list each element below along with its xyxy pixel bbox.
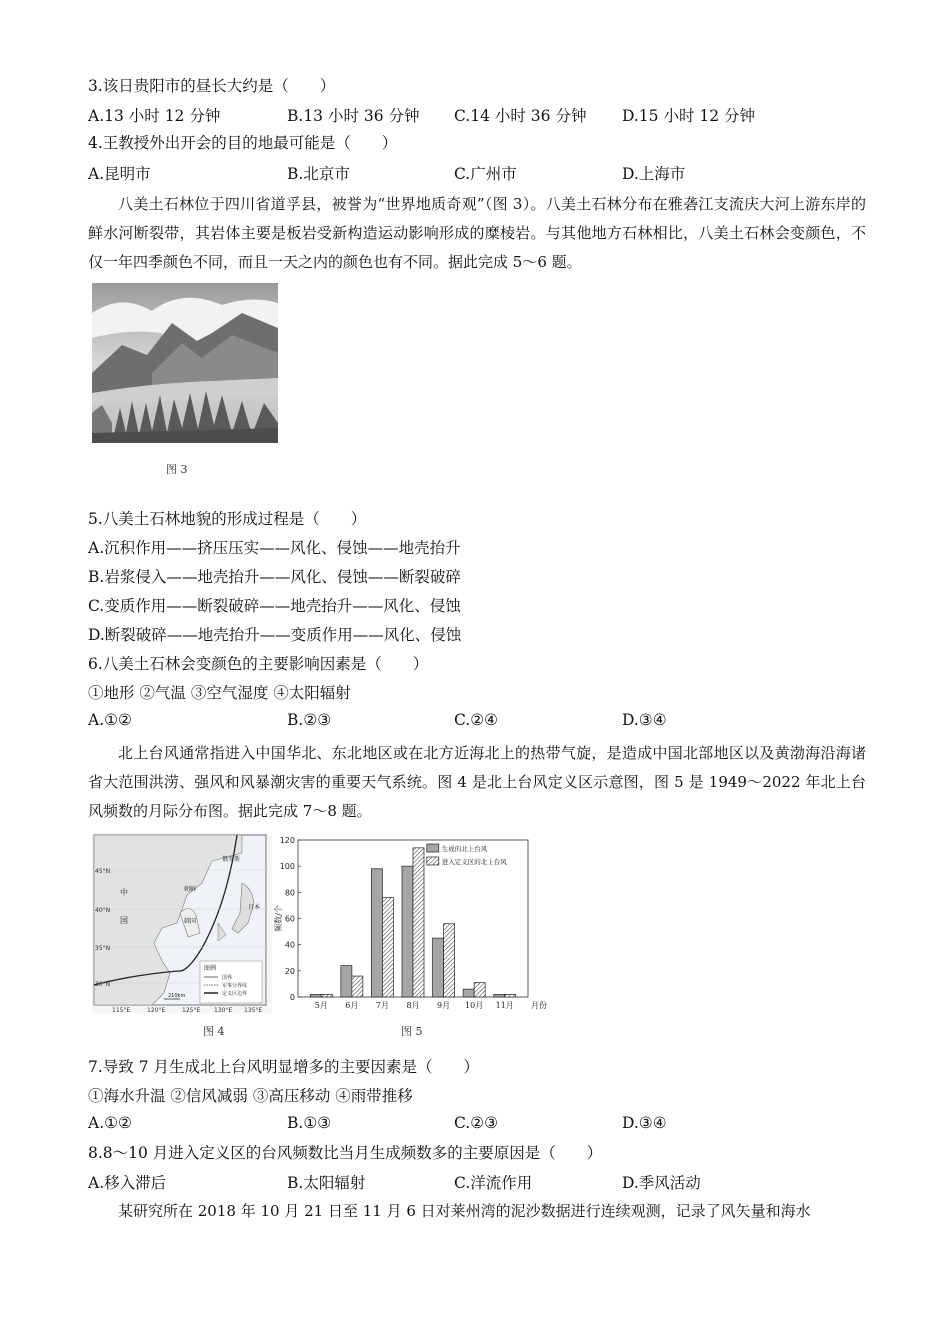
typhoon-frequency-chart <box>270 832 555 1017</box>
x-tick-label: 5月 <box>314 1001 328 1010</box>
q7-option-b: B.①③ <box>287 1114 332 1132</box>
y-tick-label: 40 <box>284 940 295 950</box>
shilin-photo <box>92 283 278 443</box>
q5-option-b: B.岩浆侵入——地壳抬升——风化、侵蚀——断裂破碎 <box>88 568 461 586</box>
q3-stem: 3.该日贵阳市的昼长大约是（ ） <box>88 77 336 95</box>
q3-option-d: D.15 小时 12 分钟 <box>622 107 756 125</box>
q8-options <box>88 1171 848 1193</box>
place-label: 朝鲜 <box>184 886 197 893</box>
q7-options <box>88 1114 848 1136</box>
q4-option-d: D.上海市 <box>622 165 686 183</box>
q7-stem: 7.导致 7 月生成北上台风明显增多的主要因素是（ ） <box>88 1058 480 1076</box>
bar-entered <box>474 983 485 997</box>
q5-option-c: C.变质作用——断裂破碎——地壳抬升——风化、侵蚀 <box>88 597 461 615</box>
fig4-caption: 图 4 <box>203 1025 225 1038</box>
bar-entered <box>382 898 393 997</box>
passage-laizhou <box>88 1197 866 1226</box>
q7-option-c: C.②③ <box>454 1114 499 1132</box>
q7-option-a: A.①② <box>88 1114 132 1132</box>
lon-label: 115°E <box>112 1007 131 1013</box>
q8-option-a: A.移入滞后 <box>88 1174 167 1192</box>
place-label: 俄罗斯 <box>222 856 241 863</box>
lon-label: 130°E <box>214 1007 233 1013</box>
lat-label: 45°N <box>95 868 111 875</box>
passage-typhoon <box>88 739 866 826</box>
q3-option-a: A.13 小时 12 分钟 <box>88 107 221 125</box>
x-axis-label: 月份 <box>531 1001 547 1010</box>
q7-factors: ①海水升温 ②信风减弱 ③高压移动 ④雨带推移 <box>88 1087 413 1105</box>
q6-factors: ①地形 ②气温 ③空气湿度 ④太阳辐射 <box>88 684 351 702</box>
lon-label: 135°E <box>244 1007 263 1013</box>
x-tick-label: 7月 <box>375 1001 389 1010</box>
x-tick-label: 8月 <box>406 1001 420 1010</box>
legend-label: 生成的北上台风 <box>441 845 488 853</box>
q6-options <box>88 711 848 733</box>
legend-item: 军事分界线 <box>222 983 248 989</box>
bar-generated <box>494 994 505 997</box>
q8-option-d: D.季风活动 <box>622 1174 701 1192</box>
q4-option-c: C.广州市 <box>454 165 517 183</box>
q8-option-b: B.太阳辐射 <box>287 1174 366 1192</box>
y-tick-label: 0 <box>289 993 295 1002</box>
q8-stem: 8.8～10 月进入定义区的台风频数比当月生成频数多的主要原因是（ ） <box>88 1144 603 1162</box>
q8-option-c: C.洋流作用 <box>454 1174 533 1192</box>
q4-options <box>88 162 848 184</box>
y-tick-label: 100 <box>279 862 295 872</box>
q5-option-d: D.断裂破碎——地壳抬升——变质作用——风化、侵蚀 <box>88 626 462 644</box>
bar-entered <box>413 848 424 997</box>
typhoon-map <box>92 833 272 1013</box>
bar-generated <box>310 994 321 997</box>
lat-label: 40°N <box>95 907 111 914</box>
q3-option-b: B.13 小时 36 分钟 <box>287 107 420 125</box>
q5-stem: 5.八美土石林地貌的形成过程是（ ） <box>88 510 367 528</box>
q4-stem: 4.王教授外出开会的目的地最可能是（ ） <box>88 134 398 152</box>
legend-swatch-generated <box>427 844 439 852</box>
legend-item: 国界 <box>222 975 233 981</box>
x-tick-label: 6月 <box>345 1001 359 1010</box>
legend-swatch-entered <box>427 857 439 865</box>
fig5-caption: 图 5 <box>401 1025 423 1038</box>
bar-generated <box>371 869 382 997</box>
q4-option-b: B.北京市 <box>287 165 350 183</box>
q6-option-c: C.②④ <box>454 711 499 729</box>
y-tick-label: 120 <box>279 836 295 845</box>
q6-stem: 6.八美土石林会变颜色的主要影响因素是（ ） <box>88 655 429 673</box>
passage-shilin <box>88 190 866 277</box>
passage-typhoon-text: 北上台风通常指进入中国华北、东北地区或在北方近海北上的热带气旋，是造成中国北部地区以及黄渤海沿海诸省大范围洪涝、强风和风暴潮灾害的重要天气系统。图 4 是北上台风定义区示意图，图 5 是 1949～2022 年北上台风频数的月际分布图。据此完成 7～8 题。 <box>88 744 866 820</box>
lon-label: 125°E <box>182 1007 201 1013</box>
place-label: 中 <box>120 888 128 897</box>
bar-entered <box>505 994 516 997</box>
q6-option-b: B.②③ <box>287 711 332 729</box>
lat-label: 35°N <box>95 945 111 952</box>
y-tick-label: 60 <box>284 914 295 924</box>
bar-generated <box>463 989 474 997</box>
q7-option-d: D.③④ <box>622 1114 667 1132</box>
place-label: 韩国 <box>184 918 197 925</box>
map-scale: 210km <box>168 993 186 999</box>
q3-option-c: C.14 小时 36 分钟 <box>454 107 587 125</box>
place-label: 国 <box>120 916 128 925</box>
q3-options <box>88 104 848 126</box>
fig3-caption: 图 3 <box>166 463 188 476</box>
bar-entered <box>444 924 455 997</box>
legend-title: 图例 <box>204 965 217 972</box>
y-tick-label: 80 <box>284 888 295 898</box>
legend-item: 定义区边界 <box>222 991 248 997</box>
passage-laizhou-text: 某研究所在 2018 年 10 月 21 日至 11 月 6 日对莱州湾的泥沙数据进行连续观测，记录了风矢量和海水 <box>118 1202 811 1220</box>
bar-entered <box>321 994 332 997</box>
q5-option-a: A.沉积作用——挤压压实——风化、侵蚀——地壳抬升 <box>88 539 461 557</box>
x-tick-label: 11月 <box>495 1001 514 1010</box>
y-axis-label: 频数/个 <box>274 905 283 932</box>
bar-generated <box>341 966 352 997</box>
bar-entered <box>352 976 363 997</box>
bar-generated <box>433 938 444 997</box>
x-tick-label: 9月 <box>437 1001 451 1010</box>
lon-label: 120°E <box>147 1007 166 1013</box>
bar-generated <box>402 866 413 997</box>
y-tick-label: 20 <box>284 966 295 976</box>
q6-option-a: A.①② <box>88 711 132 729</box>
q4-option-a: A.昆明市 <box>88 165 151 183</box>
legend-label: 进入定义区的北上台风 <box>441 858 507 866</box>
lat-label: 30°N <box>95 981 111 988</box>
q6-option-d: D.③④ <box>622 711 667 729</box>
x-tick-label: 10月 <box>465 1001 484 1010</box>
place-label: 日本 <box>248 904 261 911</box>
passage-shilin-text: 八美土石林位于四川省道孚县，被誉为“世界地质奇观”（图 3）。八美土石林分布在雅砻江支流庆大河上游东岸的鲜水河断裂带，其岩体主要是板岩受新构造运动影响形成的糜棱岩。与其他地方石林相比，八美土石林会变颜色，不仅一年四季颜色不同，而且一天之内的颜色也有不同。据此完成 5～6 题。 <box>88 195 866 271</box>
